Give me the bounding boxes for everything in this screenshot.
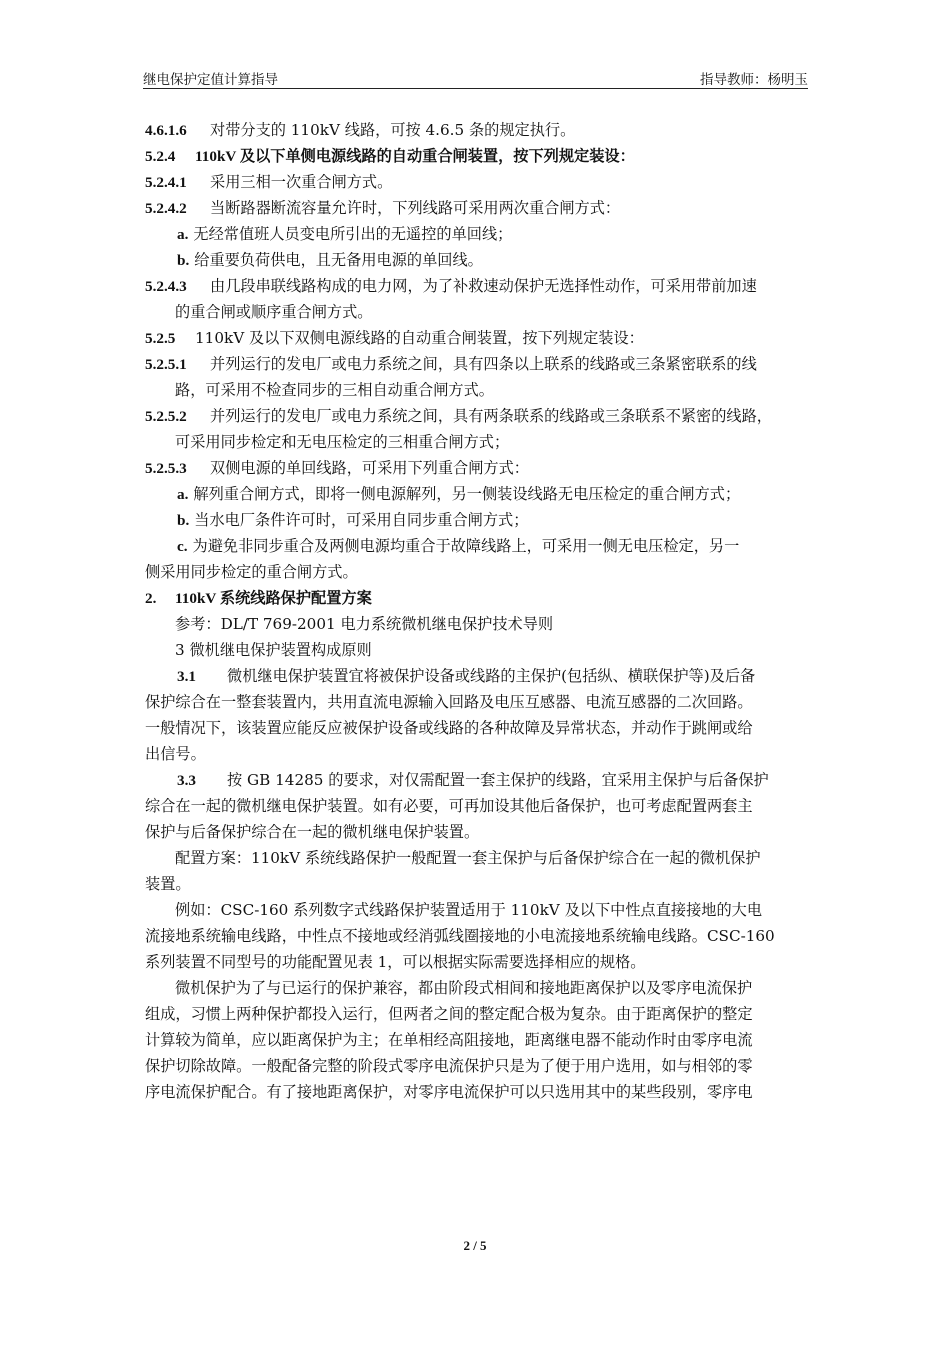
paragraph-line: 保护综合在一整套装置内，共用直流电源输入回路及电压互感器、电流互感器的二次回路。 <box>145 693 753 711</box>
page-number: 2 / 5 <box>463 1238 487 1253</box>
rule-item <box>145 457 807 479</box>
document-body <box>145 119 807 1107</box>
rule-item <box>145 145 807 167</box>
paragraph-line: 装置。 <box>145 875 191 893</box>
rule-item <box>145 405 807 427</box>
paragraph-line: 微机保护为了与已运行的保护兼容，都由阶段式相间和接地距离保护以及零序电流保护 <box>175 979 753 997</box>
paragraph-line: 配置方案：110kV 系统线路保护一般配置一套主保护与后备保护综合在一起的微机保护 <box>175 849 761 867</box>
rule-text: 采用三相一次重合闸方式。 <box>210 173 393 191</box>
rule-number: 5.2.5.2 <box>145 408 187 425</box>
rule-item <box>145 171 807 193</box>
rule-number: 5.2.4 <box>145 148 176 165</box>
paragraph-line: 一般情况下，该装置应能反应被保护设备或线路的各种故障及异常状态，并动作于跳闸或给 <box>145 719 753 737</box>
rule-item <box>145 327 807 349</box>
paragraph-line: 保护与后备保护综合在一起的微机继电保护装置。 <box>145 823 480 841</box>
rule-item <box>145 119 807 141</box>
list-letter: b. <box>177 512 190 529</box>
rule-text: 并列运行的发电厂或电力系统之间，具有四条以上联系的线路或三条紧密联系的线 <box>210 355 757 373</box>
rule-continuation: 可采用同步检定和无电压检定的三相重合闸方式； <box>175 433 510 451</box>
list-item <box>145 249 807 271</box>
rule-continuation: 的重合闸或顺序重合闸方式。 <box>175 303 373 321</box>
rule-item <box>145 353 807 375</box>
rule-text: 110kV 及以下双侧电源线路的自动重合闸装置，按下列规定装设： <box>195 329 644 347</box>
paragraph-line <box>145 665 807 687</box>
clause-text: 按 GB 14285 的要求，对仅需配置一套主保护的线路，宜采用主保护与后备保护 <box>227 771 769 789</box>
rule-text: 对带分支的 110kV 线路，可按 4.6.5 条的规定执行。 <box>210 121 576 139</box>
paragraph-line: 流接地系统输电线路，中性点不接地或经消弧线圈接地的小电流接地系统输电线路。CSC-160 <box>145 927 775 945</box>
list-text: 无经常值班人员变电所引出的无遥控的单回线； <box>193 225 513 243</box>
rule-text: 当断路器断流容量允许时，下列线路可采用两次重合闸方式： <box>210 199 621 217</box>
rule-number: 4.6.1.6 <box>145 122 187 139</box>
clause-number: 3.3 <box>177 772 196 789</box>
header-instructor: 指导教师：杨明玉 <box>700 72 808 88</box>
list-text: 给重要负荷供电，且无备用电源的单回线。 <box>194 251 483 269</box>
header-title: 继电保护定值计算指导 <box>143 72 278 88</box>
rule-item <box>145 275 807 297</box>
paragraph-line: 系列装置不同型号的功能配置见表 1，可以根据实际需要选择相应的规格。 <box>145 953 646 971</box>
clause-text: 微机继电保护装置宜将被保护设备或线路的主保护(包括纵、横联保护等)及后备 <box>227 667 756 685</box>
reference-line: 参考：DL/T 769-2001 电力系统微机继电保护技术导则 <box>175 615 554 633</box>
list-letter: a. <box>177 486 189 503</box>
list-text: 为避免非同步重合及两侧电源均重合于故障线路上，可采用一侧无电压检定，另一 <box>192 537 740 555</box>
list-item <box>145 223 807 245</box>
list-text: 当水电厂条件许可时，可采用自同步重合闸方式； <box>194 511 529 529</box>
paragraph-line: 出信号。 <box>145 745 206 763</box>
page-header <box>143 66 808 89</box>
list-item <box>145 535 807 557</box>
principle-heading: 3 微机继电保护装置构成原则 <box>175 641 372 659</box>
rule-text: 并列运行的发电厂或电力系统之间，具有两条联系的线路或三条联系不紧密的线路， <box>210 407 772 425</box>
section-heading <box>145 587 807 609</box>
list-item <box>145 509 807 531</box>
paragraph-line: 序电流保护配合。有了接地距离保护，对零序电流保护可以只选用其中的某些段别，零序电 <box>145 1083 753 1101</box>
rule-number: 5.2.4.2 <box>145 200 187 217</box>
paragraph-line: 保护切除故障。一般配备完整的阶段式零序电流保护只是为了便于用户选用，如与相邻的零 <box>145 1057 753 1075</box>
list-letter: c. <box>177 538 188 555</box>
rule-number: 5.2.4.3 <box>145 278 187 295</box>
list-text: 解列重合闸方式，即将一侧电源解列，另一侧装设线路无电压检定的重合闸方式； <box>193 485 741 503</box>
list-continuation: 侧采用同步检定的重合闸方式。 <box>145 563 358 581</box>
section-title: 110kV 系统线路保护配置方案 <box>175 590 372 607</box>
list-letter: a. <box>177 226 189 243</box>
paragraph-line <box>145 769 807 791</box>
paragraph-line: 计算较为简单，应以距离保护为主；在单相经高阻接地，距离继电器不能动作时由零序电流 <box>145 1031 753 1049</box>
rule-number: 5.2.5.3 <box>145 460 187 477</box>
paragraph-line: 综合在一起的微机继电保护装置。如有必要，可再加设其他后备保护，也可考虑配置两套主 <box>145 797 753 815</box>
paragraph-line: 例如：CSC-160 系列数字式线路保护装置适用于 110kV 及以下中性点直接接地的大电 <box>175 901 763 919</box>
paragraph-line: 组成，习惯上两种保护都投入运行，但两者之间的整定配合极为复杂。由于距离保护的整定 <box>145 1005 753 1023</box>
list-item <box>145 483 807 505</box>
clause-number: 3.1 <box>177 668 196 685</box>
rule-continuation: 路，可采用不检查同步的三相自动重合闸方式。 <box>175 381 494 399</box>
rule-text: 双侧电源的单回线路，可采用下列重合闸方式： <box>210 459 529 477</box>
rule-text: 由几段串联线路构成的电力网，为了补救速动保护无选择性动作，可采用带前加速 <box>210 277 757 295</box>
section-number: 2. <box>145 590 157 607</box>
rule-number: 5.2.4.1 <box>145 174 187 191</box>
rule-number: 5.2.5.1 <box>145 356 187 373</box>
rule-text: 110kV 及以下单侧电源线路的自动重合闸装置，按下列规定装设： <box>195 148 635 165</box>
rule-number: 5.2.5 <box>145 330 176 347</box>
rule-item <box>145 197 807 219</box>
list-letter: b. <box>177 252 190 269</box>
